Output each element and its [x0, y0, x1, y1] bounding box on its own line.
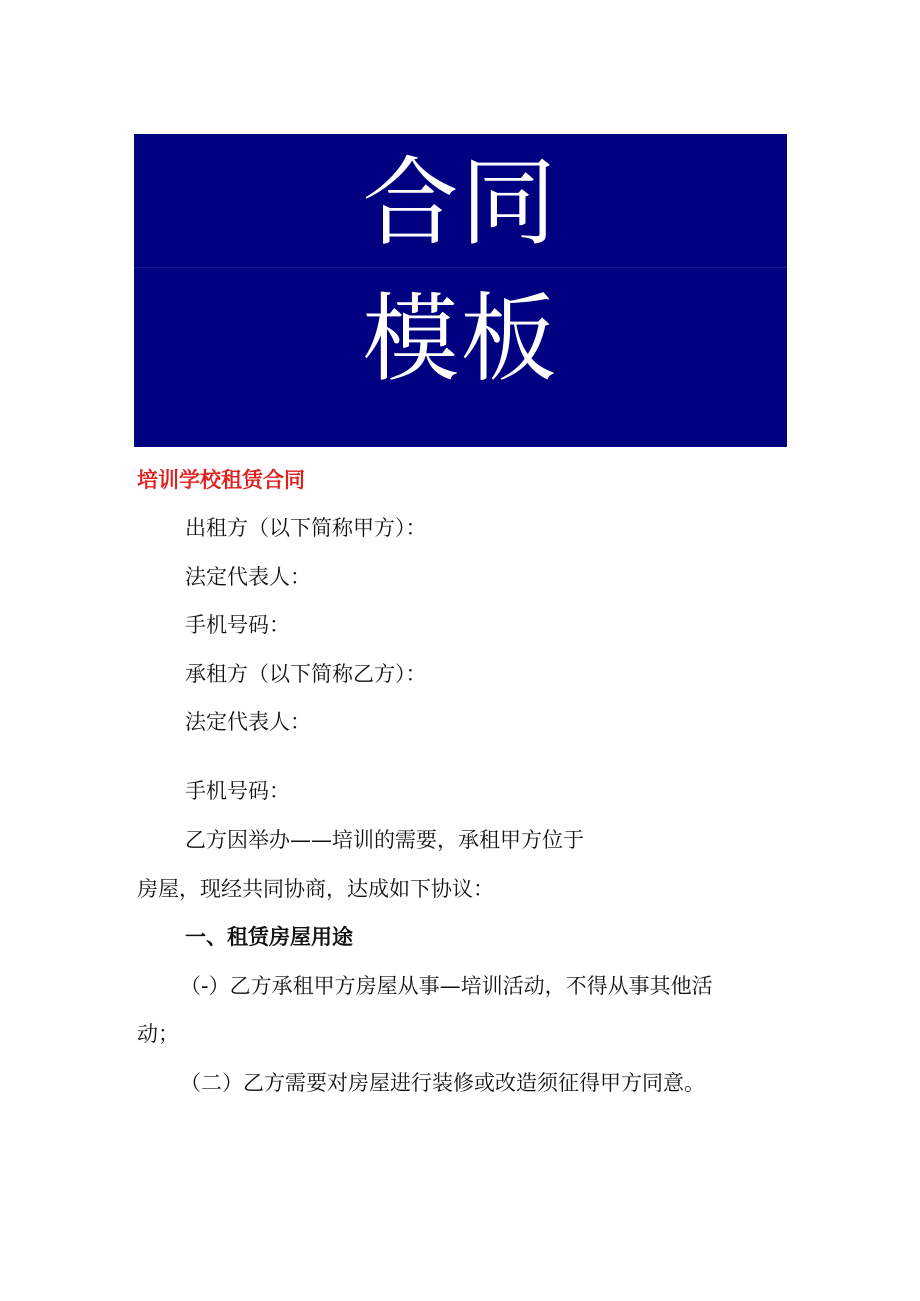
- section-heading-usage: 一、租赁房屋用途: [185, 925, 353, 949]
- lessor-representative-line: 法定代表人：: [185, 565, 311, 589]
- lessee-representative-line: 法定代表人：: [185, 710, 311, 734]
- lessee-line: 承租方（以下简称乙方）：: [185, 662, 427, 686]
- lessor-line: 出租方（以下简称甲方）：: [185, 516, 427, 540]
- purpose-paragraph-line-2: 房屋，现经共同协商，达成如下协议：: [137, 877, 494, 901]
- clause-1-line-2: 动；: [137, 1022, 179, 1046]
- clause-1-line-1: （-）乙方承租甲方房屋从事—培训活动，不得从事其他活: [180, 974, 713, 998]
- banner-divider: [134, 267, 787, 268]
- banner-title-line-2: 模板: [362, 283, 559, 395]
- banner-title-line-1: 合同: [362, 147, 559, 259]
- clause-2-line: （二）乙方需要对房屋进行装修或改造须征得甲方同意。: [180, 1071, 705, 1095]
- purpose-paragraph-line-1: 乙方因举办——培训的需要，承租甲方位于: [185, 828, 584, 852]
- title-banner: [134, 134, 787, 447]
- lessee-phone-line: 手机号码：: [185, 779, 290, 803]
- lessor-phone-line: 手机号码：: [185, 613, 290, 637]
- document-title: 培训学校租赁合同: [137, 468, 305, 492]
